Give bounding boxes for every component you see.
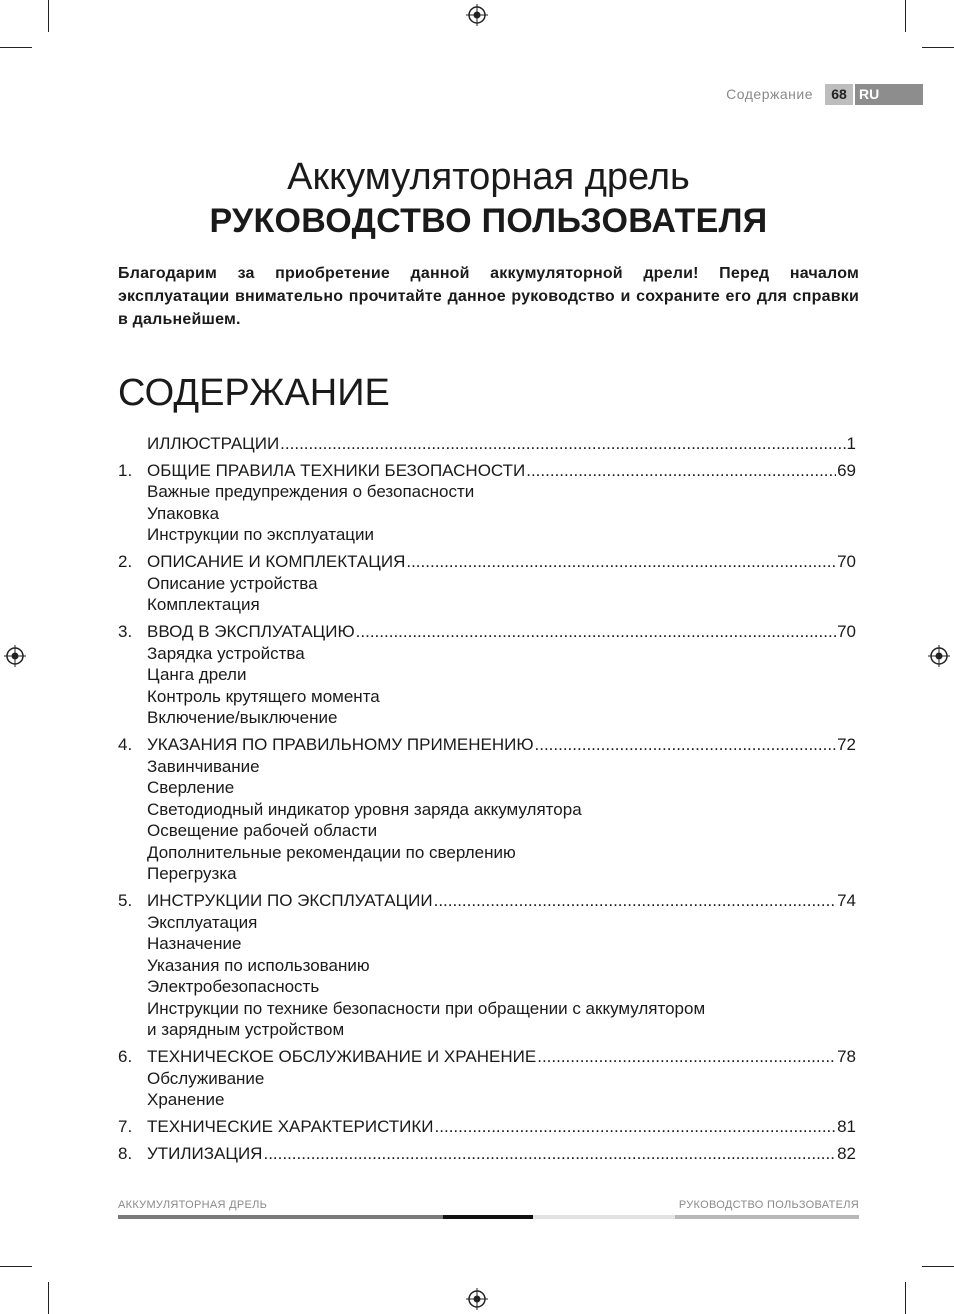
toc-entry	[118, 1143, 856, 1165]
toc-subentry: Перегрузка	[147, 864, 237, 883]
crop-mark	[922, 47, 954, 48]
toc-entry-page: 72	[837, 735, 856, 754]
toc-entry-title: ОБЩИЕ ПРАВИЛА ТЕХНИКИ БЕЗОПАСНОСТИ	[147, 460, 526, 480]
toc-subentry: Эксплуатация	[147, 912, 258, 932]
toc-entry	[118, 1046, 856, 1111]
toc-leader-dots	[537, 1046, 836, 1068]
toc-entry-line	[118, 890, 856, 912]
crop-mark	[922, 1266, 954, 1267]
toc-subentry: Инструкции по технике безопасности при обращении с аккумулятором	[147, 998, 706, 1018]
toc-entry	[118, 1116, 856, 1138]
footer-bar	[675, 1215, 859, 1219]
toc-entry-page: 69	[837, 460, 856, 480]
intro-paragraph: Благодарим за приобретение данной аккумуляторной дрели! Перед началом эксплуатации внимательно прочитайте данное руководство и сохраните его для справки в дальнейшем.	[118, 265, 859, 328]
toc-entry-page: 74	[837, 891, 856, 910]
toc-entry-number: 7.	[118, 1117, 133, 1136]
header-page-number: 68	[825, 84, 853, 105]
toc-entry-line	[118, 1143, 856, 1165]
toc-subentry: Обслуживание	[147, 1068, 265, 1088]
crop-mark	[905, 1282, 906, 1314]
toc-leader-dots	[526, 460, 836, 482]
toc-leader-dots	[356, 621, 836, 643]
toc-entry-page: 1	[846, 434, 856, 453]
toc-entry	[118, 890, 856, 1041]
toc-leader-dots	[434, 890, 836, 912]
toc-leader-dots	[263, 1143, 836, 1165]
toc-entry-number: 8.	[118, 1144, 133, 1163]
crop-mark	[48, 0, 49, 32]
toc-subentry: Зарядка устройства	[147, 643, 305, 663]
toc-subentry: Сверление	[147, 778, 235, 797]
registration-mark-icon	[4, 645, 26, 667]
crop-mark	[48, 1282, 49, 1314]
toc-entry-line	[118, 1116, 856, 1138]
toc-entry-number: 6.	[118, 1047, 133, 1066]
toc-subentry: Описание устройства	[147, 573, 318, 593]
toc-subentry: Освещение рабочей области	[147, 821, 378, 840]
registration-mark-icon	[466, 1288, 488, 1310]
table-of-contents	[118, 433, 856, 1170]
footer-bar	[118, 1215, 443, 1219]
crop-mark	[0, 47, 32, 48]
toc-entry-page: 81	[837, 1117, 856, 1136]
toc-entry-number: 3.	[118, 622, 133, 641]
toc-leader-dots	[280, 433, 845, 455]
toc-entry-number: 5.	[118, 891, 133, 910]
toc-entry-title: ИЛЛЮСТРАЦИИ	[147, 434, 280, 453]
header-language-badge: RU	[855, 84, 923, 105]
toc-subentry: Контроль крутящего момента	[147, 686, 380, 706]
registration-mark-icon	[928, 645, 950, 667]
toc-heading: СОДЕРЖАНИЕ	[118, 372, 390, 414]
document-title: Аккумуляторная дрель	[287, 156, 690, 198]
toc-subentry: Дополнительные рекомендации по сверлению	[147, 842, 516, 862]
toc-entry-number: 4.	[118, 735, 133, 754]
toc-entry-line	[118, 433, 856, 455]
toc-subentry: Назначение	[147, 934, 242, 953]
toc-entry-page: 70	[837, 622, 856, 641]
toc-entry-title: УКАЗАНИЯ ПО ПРАВИЛЬНОМУ ПРИМЕНЕНИЮ	[147, 735, 534, 754]
toc-entry-line	[118, 734, 856, 756]
toc-entry-title: ВВОД В ЭКСПЛУАТАЦИЮ	[147, 622, 355, 641]
toc-entry-page: 82	[837, 1144, 856, 1163]
toc-subentry: и зарядным устройством	[147, 1020, 345, 1039]
toc-entry-line	[118, 460, 856, 482]
toc-subentry: Электробезопасность	[147, 977, 320, 996]
toc-entry	[118, 621, 856, 729]
toc-entry-line	[118, 551, 856, 573]
toc-subentry: Инструкции по эксплуатации	[147, 525, 375, 544]
toc-subentry: Хранение	[147, 1090, 225, 1109]
toc-entry	[118, 460, 856, 546]
toc-entry-title: ТЕХНИЧЕСКИЕ ХАРАКТЕРИСТИКИ	[147, 1117, 434, 1136]
toc-subentry: Упаковка	[147, 503, 220, 523]
toc-entry-line	[118, 621, 856, 643]
toc-entry-title: ИНСТРУКЦИИ ПО ЭКСПЛУАТАЦИИ	[147, 891, 433, 910]
toc-entry-title: ТЕХНИЧЕСКОЕ ОБСЛУЖИВАНИЕ И ХРАНЕНИЕ	[147, 1047, 537, 1066]
toc-subentry: Завинчивание	[147, 756, 260, 776]
toc-subentry: Указания по использованию	[147, 955, 370, 975]
toc-entry	[118, 734, 856, 885]
footer-bar	[443, 1215, 533, 1219]
toc-subentry: Комплектация	[147, 595, 260, 614]
toc-subentry: Включение/выключение	[147, 708, 338, 727]
toc-entry-title: УТИЛИЗАЦИЯ	[147, 1144, 263, 1163]
footer-right-text: РУКОВОДСТВО ПОЛЬЗОВАТЕЛЯ	[678, 1199, 859, 1211]
toc-subentry: Цанга дрели	[147, 665, 247, 684]
toc-leader-dots	[406, 551, 836, 573]
toc-entry	[118, 433, 856, 455]
header-section-title: Содержание	[726, 86, 813, 102]
toc-entry-number: 2.	[118, 552, 133, 571]
crop-mark	[905, 0, 906, 32]
toc-entry-page: 78	[837, 1047, 856, 1066]
toc-leader-dots	[535, 734, 837, 756]
toc-subentry: Важные предупреждения о безопасности	[147, 482, 475, 501]
footer-left-text: АККУМУЛЯТОРНАЯ ДРЕЛЬ	[118, 1199, 268, 1211]
toc-leader-dots	[435, 1116, 837, 1138]
document-subtitle: РУКОВОДСТВО ПОЛЬЗОВАТЕЛЯ	[209, 202, 768, 240]
registration-mark-icon	[466, 4, 488, 26]
crop-mark	[0, 1266, 32, 1267]
toc-entry	[118, 551, 856, 616]
toc-entry-title: ОПИСАНИЕ И КОМПЛЕКТАЦИЯ	[147, 552, 406, 571]
toc-entry-number: 1.	[118, 460, 133, 480]
toc-subentry: Светодиодный индикатор уровня заряда аккумулятора	[147, 799, 582, 819]
footer-bar	[533, 1215, 675, 1219]
toc-entry-page: 70	[837, 552, 856, 571]
toc-entry-line	[118, 1046, 856, 1068]
